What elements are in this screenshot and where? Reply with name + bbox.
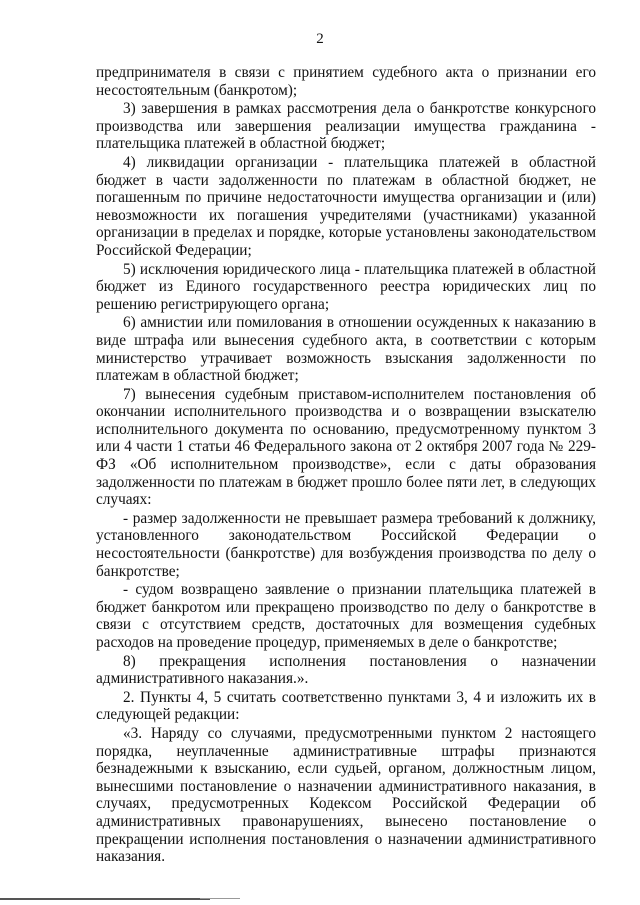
page-number: 2 [316, 31, 324, 47]
paragraph-item-4: 4) ликвидации организации - плательщика платежей в областной бюджет в части задолженности по платежам в областной бюджет, не погашенным по причине недостаточности имущества организации и (или) невозможности их погашения учредителями (участниками) указанной организации в пределах и порядке, которые установлены законодательством Российской Федерации; [96, 153, 596, 259]
paragraph-item-7: 7) вынесения судебным приставом-исполнителем постановления об окончании исполнительного производства и о возвращении взыскателю исполнительного документа по основанию, предусмотренному пунктом 3 или 4 части 1 статьи 46 Федерального закона от 2 октября 2007 года № 229-ФЗ «Об исполнительном производстве», если с даты образования задолженности по платежам в бюджет прошло более пяти лет, в следующих случаях: [96, 385, 596, 509]
paragraph-item-8: 8) прекращения исполнения постановления о назначении административного наказания.». [96, 652, 596, 688]
paragraph-sub-bullet-1: - размер задолженности не превышает размера требований к должнику, установленного законодательством Российской Федерации о несостоятельности (банкротстве) для возбуждения производства по делу о банкротстве; [96, 509, 596, 580]
paragraph-item-5: 5) исключения юридического лица - плательщика платежей в областной бюджет из Единого государственного реестра юридических лиц по решению регистрирующего органа; [96, 260, 596, 313]
paragraph-amendment-2: 2. Пункты 4, 5 считать соответственно пунктами 3, 4 и изложить их в следующей редакции: [96, 688, 596, 724]
paragraph-item-3: 3) завершения в рамках рассмотрения дела о банкротстве конкурсного производства или завершения реализации имущества гражданина - плательщика платежей в областной бюджет; [96, 100, 596, 153]
paragraph-sub-bullet-2: - судом возвращено заявление о признании плательщика платежей в бюджет банкротом или прекращено производство по делу о банкротстве в связи с отсутствием средств, достаточных для возмещения судебных расходов на проведение процедур, применяемых в деле о банкротстве; [96, 581, 596, 651]
scan-edge-line [0, 898, 210, 900]
paragraph-continuation: предпринимателя в связи с принятием судебного акта о признании его несостоятельным (банкротом); [96, 64, 596, 99]
document-body [96, 64, 596, 867]
scan-edge-line-faint [200, 898, 240, 899]
paragraph-item-6: 6) амнистии или помилования в отношении осужденных к наказанию в виде штрафа или вынесения судебного акта, в соответствии с которым министерство утрачивает возможность взыскания задолженности по платежам в областной бюджет; [96, 314, 596, 385]
paragraph-new-point-3: «3. Наряду со случаями, предусмотренными пунктом 2 настоящего порядка, неуплаченные административные штрафы признаются безнадежными к взысканию, если судьей, органом, должностным лицом, вынесшими постановление о назначении административного наказания, в случаях, предусмотренных Кодексом Российской Федерации об административных правонарушениях, вынесено постановление о прекращении исполнения постановления о назначении административного наказания. [96, 724, 596, 866]
